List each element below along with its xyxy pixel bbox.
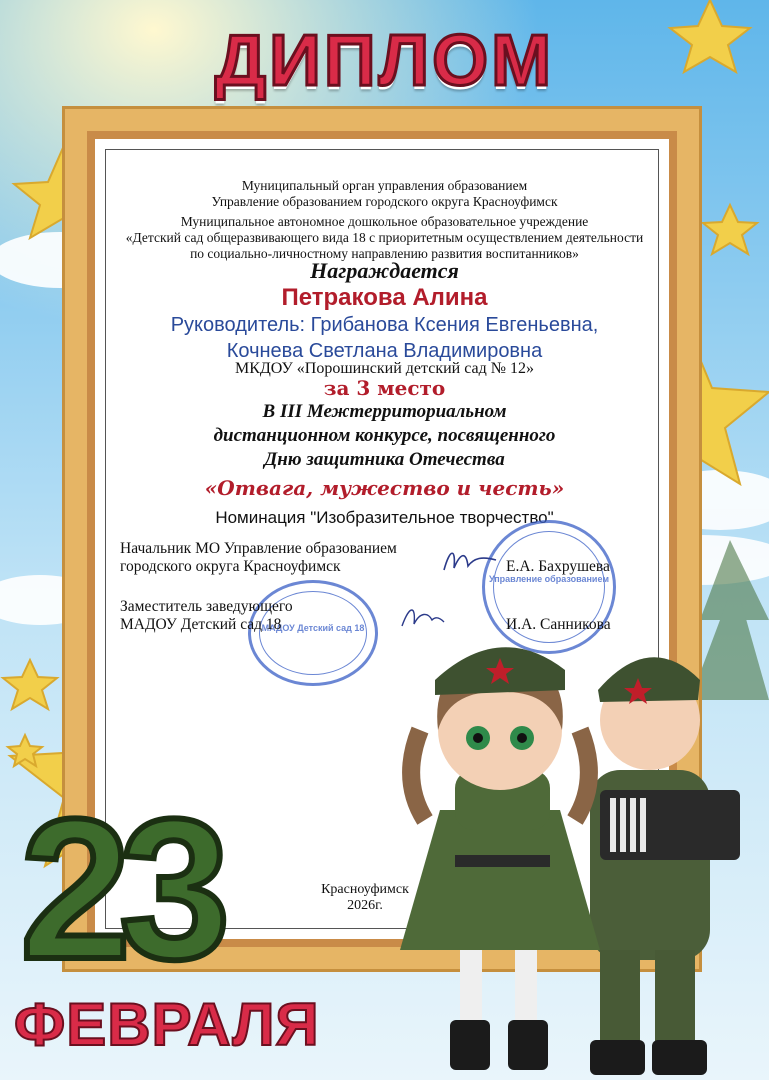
right-stamp-label: Управление образованием [488,574,610,585]
header-line-2: Управление образованием городского округа Красноуфимск [211,194,558,209]
deputy-title-line-1: Заместитель заведующего [120,598,293,615]
diploma-title: ДИПЛОМ [214,21,555,101]
deputy-title [120,598,293,634]
children-illustration [400,620,769,1080]
recipient-name: Петракова Алина [281,284,488,311]
head-name: Е.А. Бахрушева [506,558,610,575]
leader-line-2: Кочнева Светлана Владимировна [226,340,543,362]
organization: МКДОУ «Порошинский детский сад № 12» [234,360,535,377]
contest-line-2: дистанционном конкурсе, посвященного [213,425,556,446]
boy-figure [590,657,740,1075]
deputy-title-line-2: МАДОУ Детский сад 18 [120,616,282,633]
place: за 3 место [323,376,446,400]
header-line-5: по социально-личностному направлению развития воспитанников» [190,246,579,261]
girl-figure [400,647,600,1070]
header-line-3: Муниципальное автономное дошкольное образовательное учреждение [180,214,589,229]
institution-header [0,214,769,262]
head-title [120,540,397,576]
head-title-line-2: городского округа Красноуфимск [120,558,341,575]
leaders [0,312,769,364]
contest-description [0,400,769,472]
award-heading: Награждается [310,258,459,283]
contest-name: «Отвага, мужество и честь» [204,476,565,500]
contest-line-3: Дню защитника Отечества [264,449,505,470]
head-title-line-1: Начальник МО Управление образованием [120,540,397,557]
head-signature [440,540,500,580]
contest-line-1: В III Межтерриториальном [262,401,507,422]
left-stamp-label: МАДОУ Детский сад 18 [261,623,365,633]
leader-line-1: Руководитель: Грибанова Ксения Евгеньевна, [170,314,599,336]
city: Красноуфимск [321,882,409,897]
year: 2026г. [347,898,383,913]
deputy-name: И.А. Санникова [506,616,611,633]
issuer-header [0,178,769,210]
header-line-1: Муниципальный орган управления образованием [241,178,528,193]
date-number: 23 [20,778,219,1001]
header-line-4: «Детский сад общеразвивающего вида 18 с приоритетным осуществлением деятельности [125,230,644,245]
nomination: Номинация "Изобразительное творчество" [215,508,554,527]
date-month: ФЕВРАЛЯ [14,991,320,1058]
